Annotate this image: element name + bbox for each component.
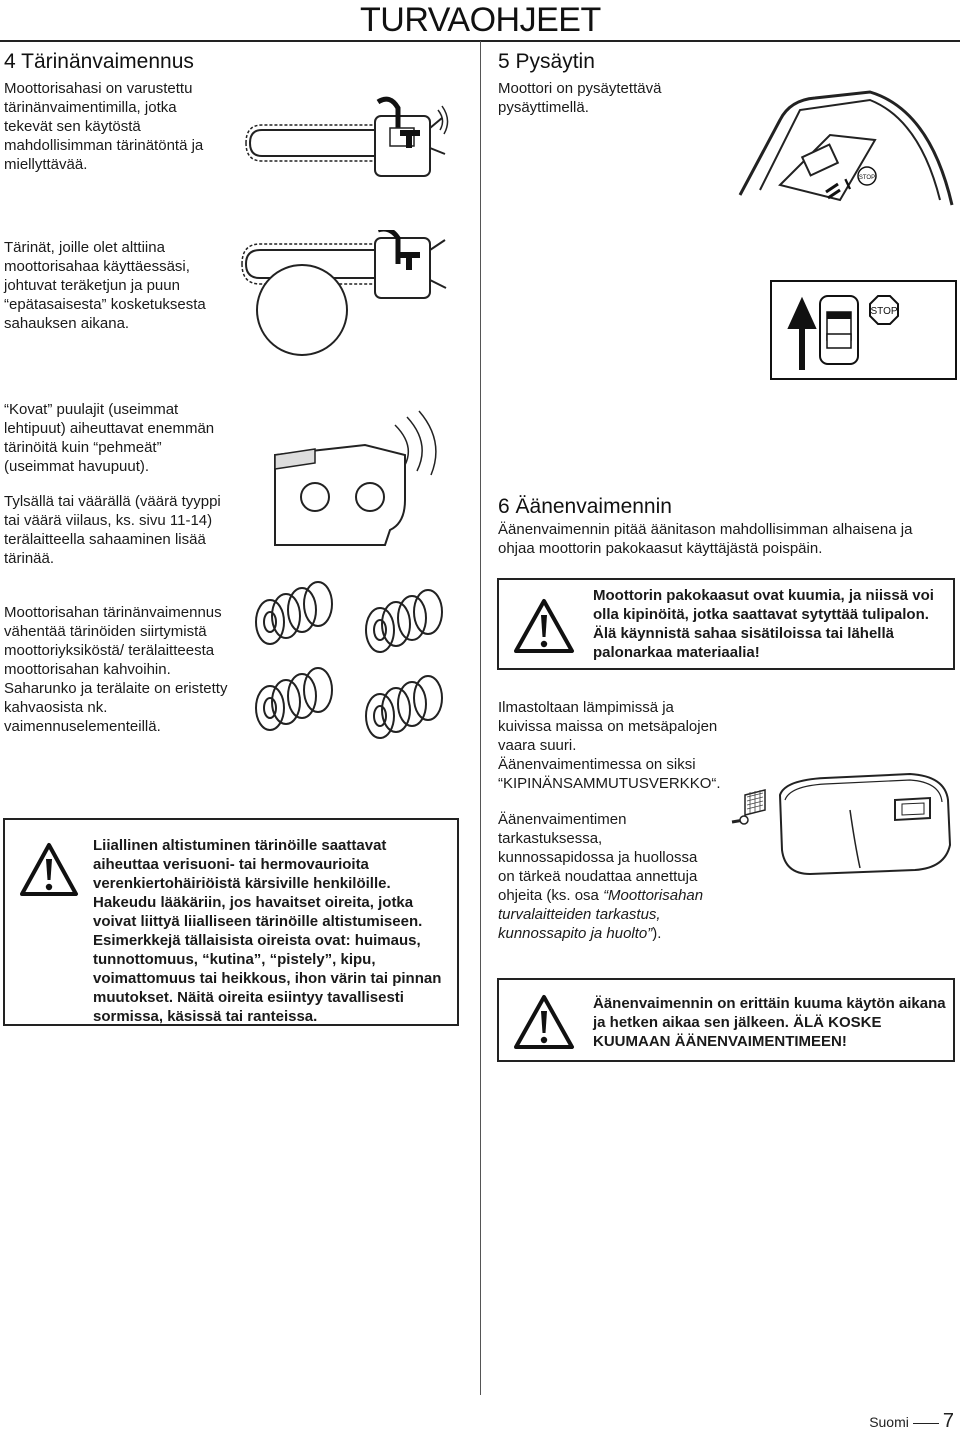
section6-paragraph-3c: ). (652, 925, 662, 942)
section4-paragraph-4: Moottorisahan tärinänvaimennus vähentää tärinöiden siirtymistä moottoriyksiköstä/ terälaitteesta moottorisahan kahvoihin. Saharunko ja terälaite on eristetty kahvaosista nk. vaimennuselementeillä. (4, 604, 228, 735)
footer-dash (913, 1423, 939, 1424)
exhaust-warning-box (497, 578, 955, 670)
section4-heading: 4 Tärinänvaimennus (4, 50, 194, 73)
warning-triangle-icon (513, 598, 575, 654)
section6-paragraph-3 (498, 810, 718, 943)
hot-muffler-warning-text: Äänenvaimennin on erittäin kuuma käytön aikana ja hetken aikaa sen jälkeen. ÄLÄ KOSKE KUUMAAN ÄÄNENVAIMENTIMEEN! (593, 995, 946, 1050)
switch-on-label: I (842, 176, 854, 194)
chainsaw-illustration (240, 88, 450, 198)
page-title: TURVAOHJEET (360, 1, 601, 39)
section4-paragraph-3b: Tylsällä tai väärällä (väärä tyyppi tai väärä viilaus, ks. sivu 11-14) terälaitteella sahaaminen lisää tärinää. (4, 493, 221, 567)
chainsaw-cutting-log-illustration (240, 230, 450, 360)
footer-language: Suomi (869, 1414, 909, 1430)
section4-paragraph-2: Tärinät, joille olet alttiina moottorisahaa käyttäessäsi, johtuvat teräketjun ja puun “epätasaisesta” kosketuksesta sahauksen aikana. (4, 239, 206, 332)
warning-triangle-icon (513, 994, 575, 1050)
section6-paragraph-3b: “Moottorisahan turvalaitteiden tarkastus, kunnossapito ja huolto” (498, 887, 704, 942)
muffler-illustration (730, 770, 955, 880)
section6-heading: 6 Äänenvaimennin (498, 495, 672, 518)
column-divider (480, 41, 481, 1395)
section4-paragraph-3a: “Kovat” puulajit (useimmat lehtipuut) aiheuttavat enemmän tärinöitä kuin “pehmeät” (useimmat havupuut). (4, 401, 215, 475)
section6-paragraph-1: Äänenvaimennin pitää äänitason mahdollisimman alhaisena ja ohjaa moottorin pakokaasut käyttäjästä poispäin. (498, 521, 913, 557)
hot-muffler-warning-box (497, 978, 955, 1062)
section6-paragraph-3a: Äänenvaimentimen tarkastuksessa, kunnossapidossa ja huollossa on tärkeä noudattaa annettuja ohjeita (ks. osa (498, 811, 698, 904)
stop-switch-closeup-illustration (720, 80, 955, 270)
switch-stop-label: STOP (858, 175, 876, 181)
section5-heading: 5 Pysäytin (498, 50, 595, 73)
stop-sign-label: STOP (870, 306, 898, 317)
vibration-damper-springs-illustration (240, 580, 460, 750)
stop-switch-diagram (770, 280, 957, 380)
section4-paragraph-1: Moottorisahasi on varustettu tärinänvaimentimilla, jotka tekevät sen käytöstä mahdollisimman tärinätöntä ja miellyttävää. (4, 80, 204, 173)
page-number: 7 (942, 1410, 954, 1432)
chain-cutter-illustration (255, 405, 445, 555)
page-footer (869, 1410, 954, 1433)
vibration-warning-text: Liiallinen altistuminen tärinöille saattavat aiheuttaa verisuoni- tai hermovaurioita verenkiertohäiriöistä kärsiville henkilöille. Hakeudu lääkäriin, jos havaitset oireita, jotka voivat liittyä liialliseen tärinöille altistumiseen. Esimerkkejä tällaisista oireista ovat: huimaus, tunnottomuus, “kutina”, “pistely”, kipu, voimattomuus tai heikkous, ihon värin tai pinnan muutokset. Näitä oireita esiintyy tavallisesti sormissa, käsissä tai ranteissa. (93, 837, 442, 1025)
section5-paragraph-1: Moottori on pysäytettävä pysäyttimellä. (498, 80, 662, 116)
vibration-warning-box (3, 818, 459, 1026)
exhaust-warning-text: Moottorin pakokaasut ovat kuumia, ja niissä voi olla kipinöitä, jotka saattavat sytyttää tulipalon. Älä käynnistä sahaa sisätiloissa tai lähellä palonarkaa materiaalia! (593, 587, 934, 661)
section6-paragraph-2: Ilmastoltaan lämpimissä ja kuivissa maissa on metsäpalojen vaara suuri. Äänenvaimentimessa on siksi “KIPINÄNSAMMUTUSVERKKO“. (498, 699, 721, 792)
warning-triangle-icon (19, 842, 79, 897)
stop-switch-icon (772, 282, 955, 378)
